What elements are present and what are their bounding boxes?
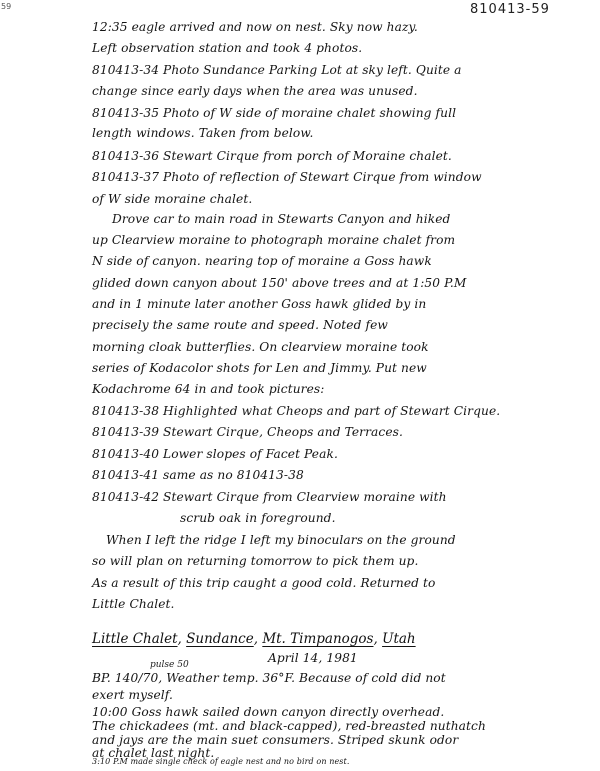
journal-line: Left observation station and took 4 photos. <box>92 41 363 55</box>
journal-line: 810413-42 Stewart Cirque from Clearview moraine with <box>92 490 447 504</box>
journal-line: Kodachrome 64 in and took pictures: <box>92 382 325 396</box>
journal-line: so will plan on returning tomorrow to pick them up. <box>92 554 419 568</box>
journal-line: N side of canyon. nearing top of moraine a Goss hawk <box>92 254 432 268</box>
heading-area: Sundance <box>186 631 254 647</box>
journal-line: 12:35 eagle arrived and now on nest. Sky now hazy. <box>92 20 418 34</box>
journal-line: and in 1 minute later another Goss hawk glided by in <box>92 297 427 311</box>
reference-number: 810413-59 <box>470 2 550 17</box>
journal-line: The chickadees (mt. and black-capped), red-breasted nuthatch <box>92 719 486 733</box>
journal-line: 810413-39 Stewart Cirque, Cheops and Terraces. <box>92 425 403 439</box>
journal-line: Drove car to main road in Stewarts Canyon and hiked <box>112 212 451 226</box>
pulse-note: pulse 50 <box>150 660 189 670</box>
journal-line: Little Chalet. <box>92 597 175 611</box>
journal-line: 810413-40 Lower slopes of Facet Peak. <box>92 447 338 461</box>
journal-line: 10:00 Goss hawk sailed down canyon directly overhead. <box>92 705 445 719</box>
heading-place: Little Chalet <box>92 631 178 647</box>
heading-mountain: Mt. Timpanogos <box>262 631 374 647</box>
journal-line: glided down canyon about 150' above trees and at 1:50 P.M <box>92 276 467 290</box>
entry-date: April 14, 1981 <box>268 651 358 665</box>
journal-line: BP. 140/70, Weather temp. 36°F. Because of cold did not <box>92 671 446 685</box>
journal-line: exert myself. <box>92 688 173 702</box>
journal-line: 810413-34 Photo Sundance Parking Lot at sky left. Quite a <box>92 63 462 77</box>
journal-line: 810413-35 Photo of W side of moraine chalet showing full <box>92 106 457 120</box>
heading-state: Utah <box>382 631 416 647</box>
journal-line: series of Kodacolor shots for Len and Jimmy. Put new <box>92 361 427 375</box>
entry-heading: Little Chalet, Sundance, Mt. Timpanogos, Utah <box>92 631 416 647</box>
page-edge-number: 59 <box>1 2 12 11</box>
journal-line: 810413-41 same as no 810413-38 <box>92 468 304 482</box>
journal-line: 810413-36 Stewart Cirque from porch of Moraine chalet. <box>92 149 452 163</box>
journal-line: When I left the ridge I left my binoculars on the ground <box>106 533 456 547</box>
journal-line: up Clearview moraine to photograph moraine chalet from <box>92 233 456 247</box>
journal-line: change since early days when the area was unused. <box>92 84 418 98</box>
journal-line: 3:10 P.M made single check of eagle nest and no bird on nest. <box>92 757 350 766</box>
journal-line: 810413-37 Photo of reflection of Stewart Cirque from window <box>92 170 482 184</box>
journal-line: As a result of this trip caught a good cold. Returned to <box>92 576 436 590</box>
journal-line: scrub oak in foreground. <box>180 511 336 525</box>
journal-line: of W side moraine chalet. <box>92 192 253 206</box>
journal-line: 810413-38 Highlighted what Cheops and part of Stewart Cirque. <box>92 404 501 418</box>
journal-line: morning cloak butterflies. On clearview moraine took <box>92 340 429 354</box>
journal-line: length windows. Taken from below. <box>92 126 314 140</box>
journal-line: and jays are the main suet consumers. Striped skunk odor <box>92 733 459 747</box>
journal-line: precisely the same route and speed. Noted few <box>92 318 388 332</box>
journal-line: at chalet last night. <box>92 746 215 760</box>
